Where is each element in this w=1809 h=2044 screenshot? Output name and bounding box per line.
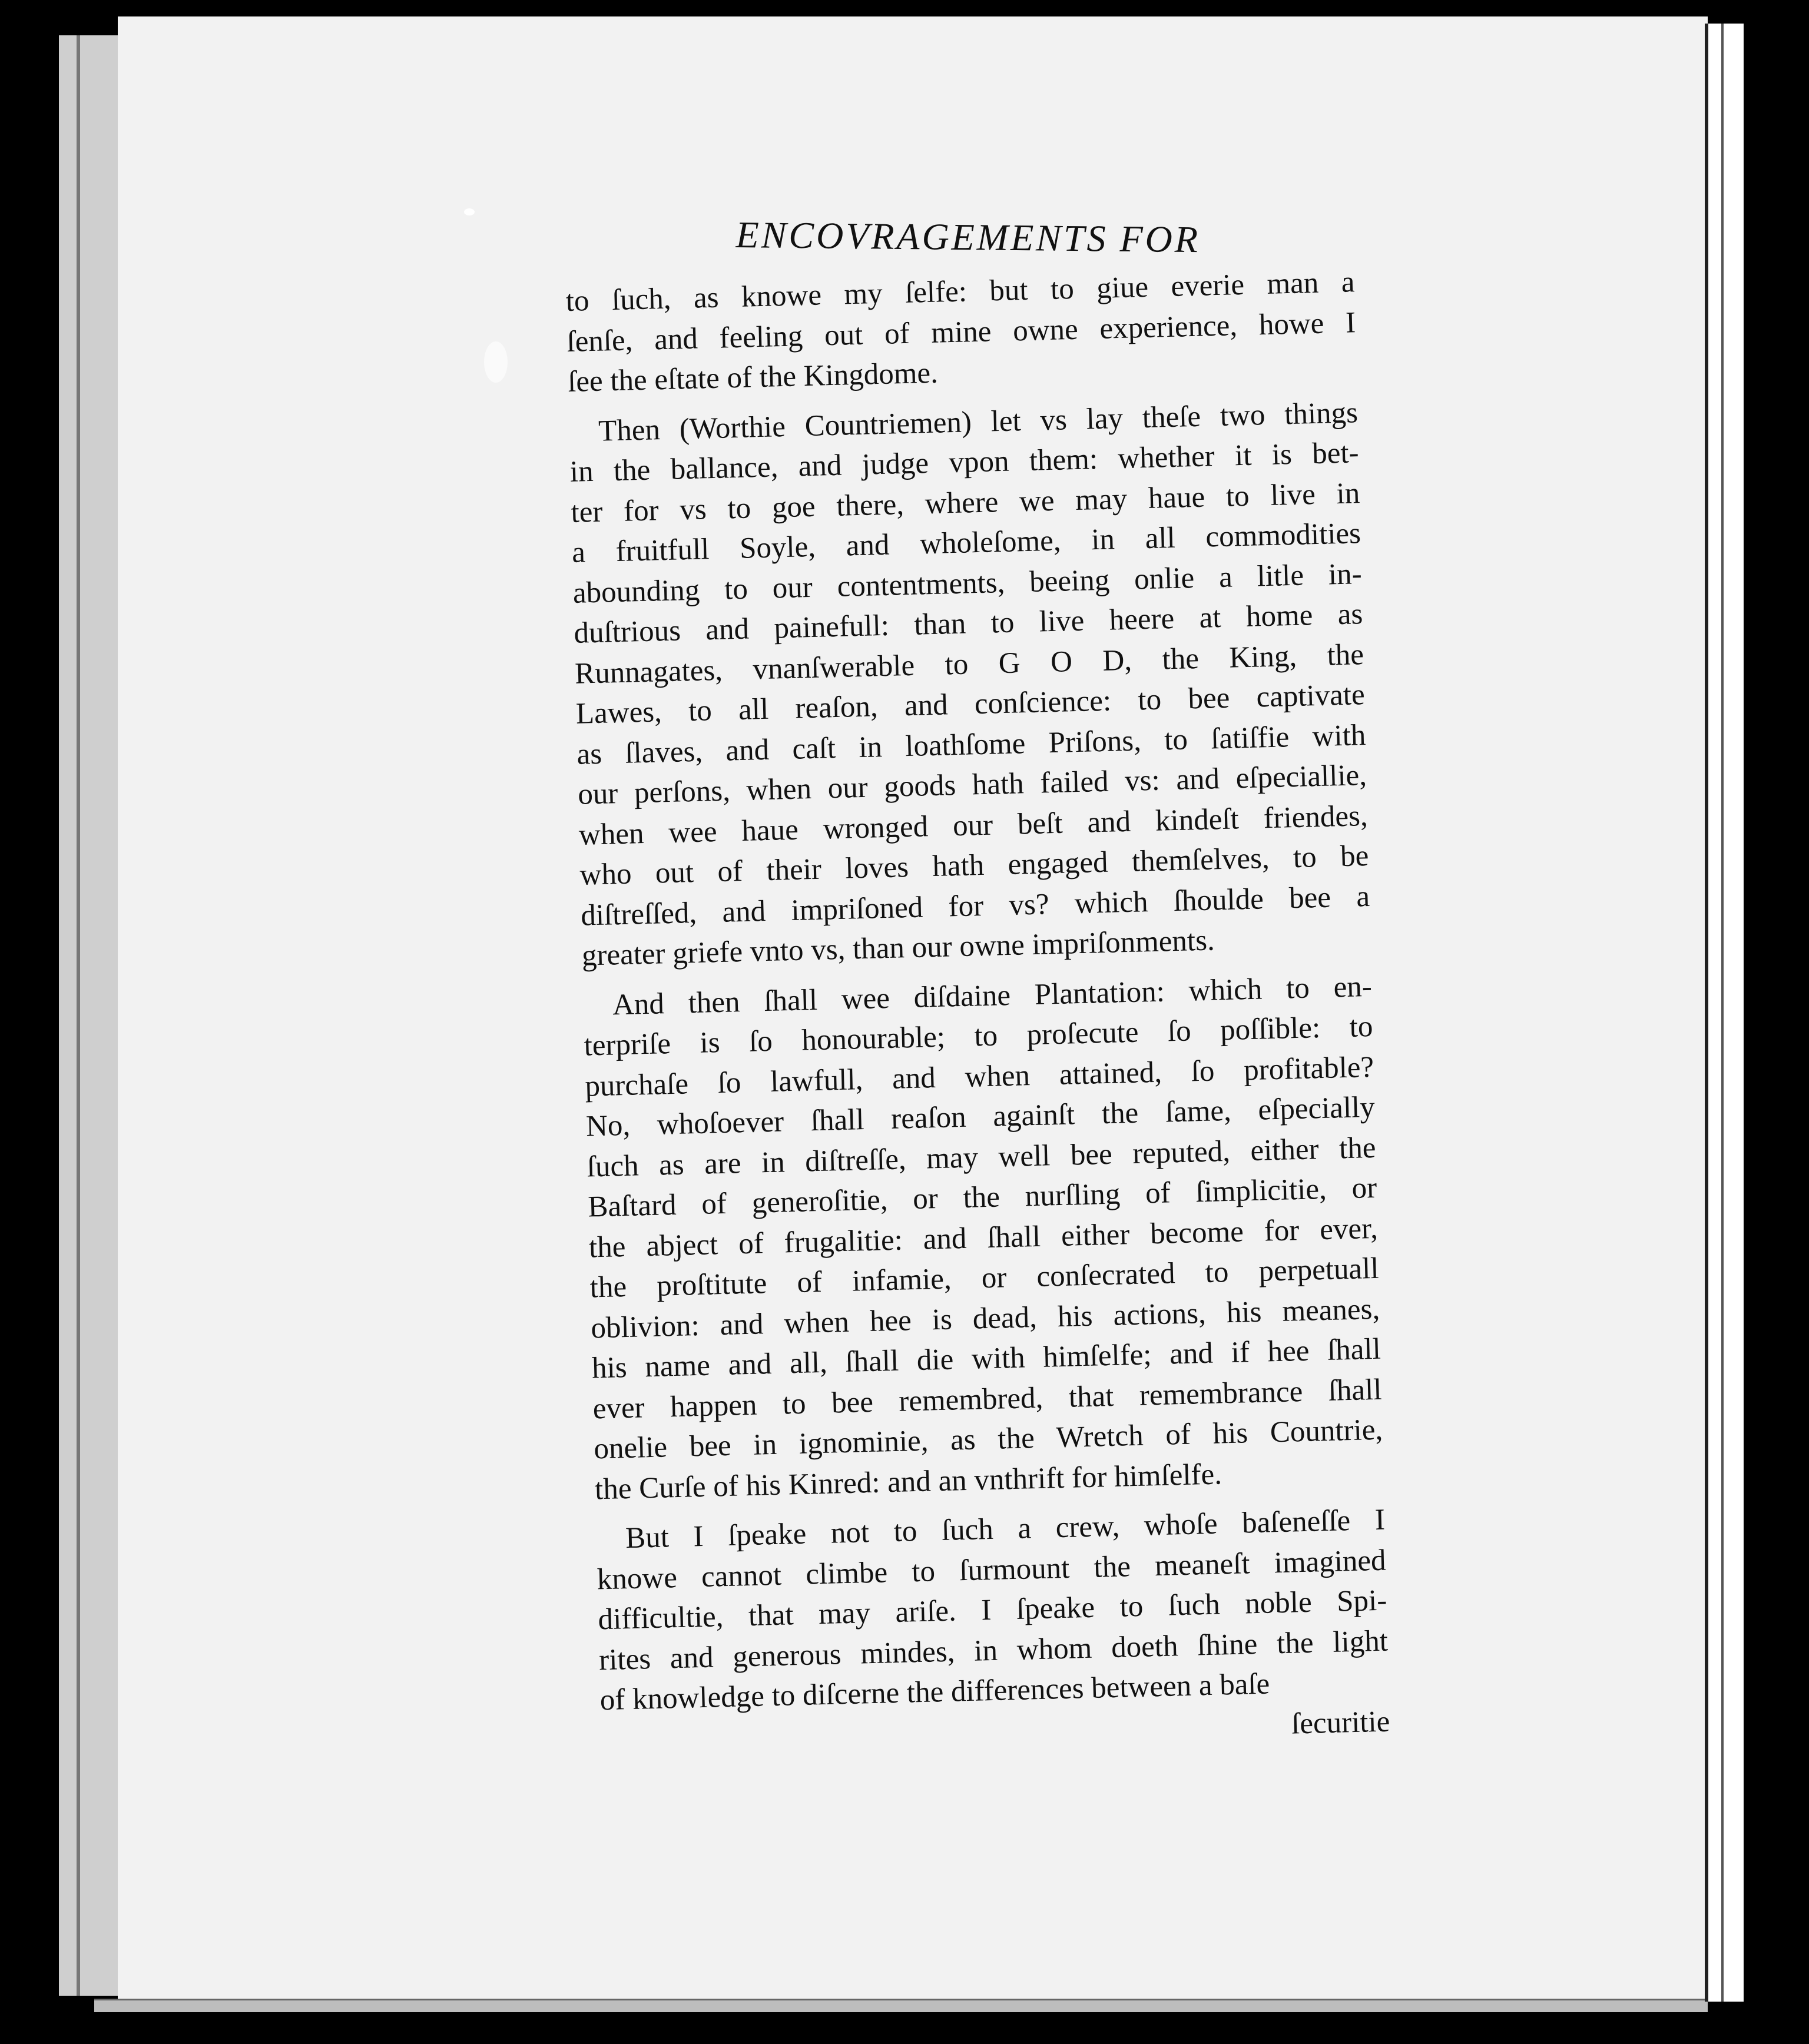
text-line: Baſtard of generoſitie, or the nurſling of ſimplicitie, or: [587, 1171, 1377, 1224]
text-line: Runnagates, vnanſwerable to G O D, the King, the: [574, 638, 1364, 691]
text-line: ſenſe, and feeling out of mine owne experience, howe I: [566, 306, 1356, 359]
page-bottom-edge: [94, 1999, 1708, 2012]
text-line: ſuch as are in diſtreſſe, may well bee reputed, either the: [587, 1131, 1377, 1184]
text-line: in the ballance, and judge vpon them: whether it is bet-: [569, 436, 1360, 489]
text-line: the proſtitute of infamie, or conſecrated to perpetuall: [589, 1252, 1380, 1305]
text-line: onelie bee in ignominie, as the Wretch of his Countrie,: [593, 1413, 1383, 1466]
book-left-edge: [59, 35, 126, 1996]
text-line: abounding to our contentments, beeing onlie a litle in-: [572, 557, 1363, 610]
text-line: of knowledge to diſcerne the differences between a baſe: [599, 1667, 1270, 1717]
text-line: terpriſe is ſo honourable; to proſecute ſo poſſible: to: [584, 1010, 1374, 1063]
text-line: ter for vs to goe there, where we may haue to live in: [570, 476, 1360, 529]
running-head: ENCOVRAGEMENTS FOR: [735, 213, 1201, 261]
text-line: ever happen to bee remembred, that remembrance ſhall: [592, 1373, 1383, 1425]
text-line: who out of their loves hath engaged themſelves, to be: [579, 839, 1369, 892]
text-line: rites and generous mindes, in whom doeth ſhine the light: [598, 1624, 1389, 1677]
text-line: a fruitfull Soyle, and wholeſome, in all commodities: [571, 517, 1361, 569]
text-line: And then ſhall wee diſdaine Plantation: which to en-: [612, 970, 1373, 1021]
paragraph: [565, 262, 1357, 402]
text-line: the Curſe of his Kinred: and an vnthrift for himſelfe.: [594, 1457, 1222, 1506]
paragraph: [582, 966, 1384, 1509]
text-line: Then (Worthie Countriemen) let vs lay theſe two things: [598, 396, 1359, 448]
text-line: No, whoſoever ſhall reaſon againſt the ſame, eſpecially: [585, 1090, 1376, 1143]
text-line: purchaſe ſo lawfull, and when attained, ſo profitable?: [584, 1050, 1374, 1103]
paragraph: [568, 393, 1371, 976]
text-line: knowe cannot climbe to ſurmount the meaneſt imagined: [597, 1544, 1387, 1596]
text-line: the abject of frugalitie: and ſhall either become for ever,: [588, 1212, 1379, 1265]
text-line: ſee the eſtate of the Kingdome.: [567, 356, 939, 399]
book-gutter-edge: [1705, 24, 1744, 2002]
text-line: his name and all, ſhall die with himſelfe; and if hee ſhall: [591, 1332, 1381, 1385]
text-line: Lawes, to all reaſon, and conſcience: to bee captivate: [575, 678, 1366, 731]
text-line: difficultie, that may ariſe. I ſpeake to ſuch noble Spi-: [597, 1584, 1387, 1637]
text-line: greater griefe vnto vs, than our owne impriſonments.: [581, 924, 1215, 973]
paragraph: [595, 1500, 1389, 1721]
text-line: as ſlaves, and caſt in loathſome Priſons, to ſatiſfie with: [576, 718, 1366, 771]
text-line: But I ſpeake not to ſuch a crew, whoſe baſeneſſe I: [625, 1503, 1386, 1555]
text-line: duſtrious and painefull: than to live heere at home as: [573, 598, 1363, 650]
text-line: diſtreſſed, and impriſoned for vs? which ſhoulde bee a: [580, 880, 1370, 933]
text-line: oblivion: and when hee is dead, his actions, his meanes,: [590, 1292, 1380, 1345]
text-line: our perſons, when our goods hath failed vs: and eſpeciallie,: [577, 759, 1367, 811]
body-text: [565, 262, 1390, 1761]
paper-speck: [484, 341, 508, 383]
text-line: to ſuch, as knowe my ſelfe: but to giue everie man a: [565, 266, 1356, 318]
paper-speck: [464, 208, 475, 215]
text-line: when wee haue wronged our beſt and kindeſt friendes,: [578, 799, 1369, 852]
catchword: ſecuritie: [1291, 1705, 1390, 1741]
